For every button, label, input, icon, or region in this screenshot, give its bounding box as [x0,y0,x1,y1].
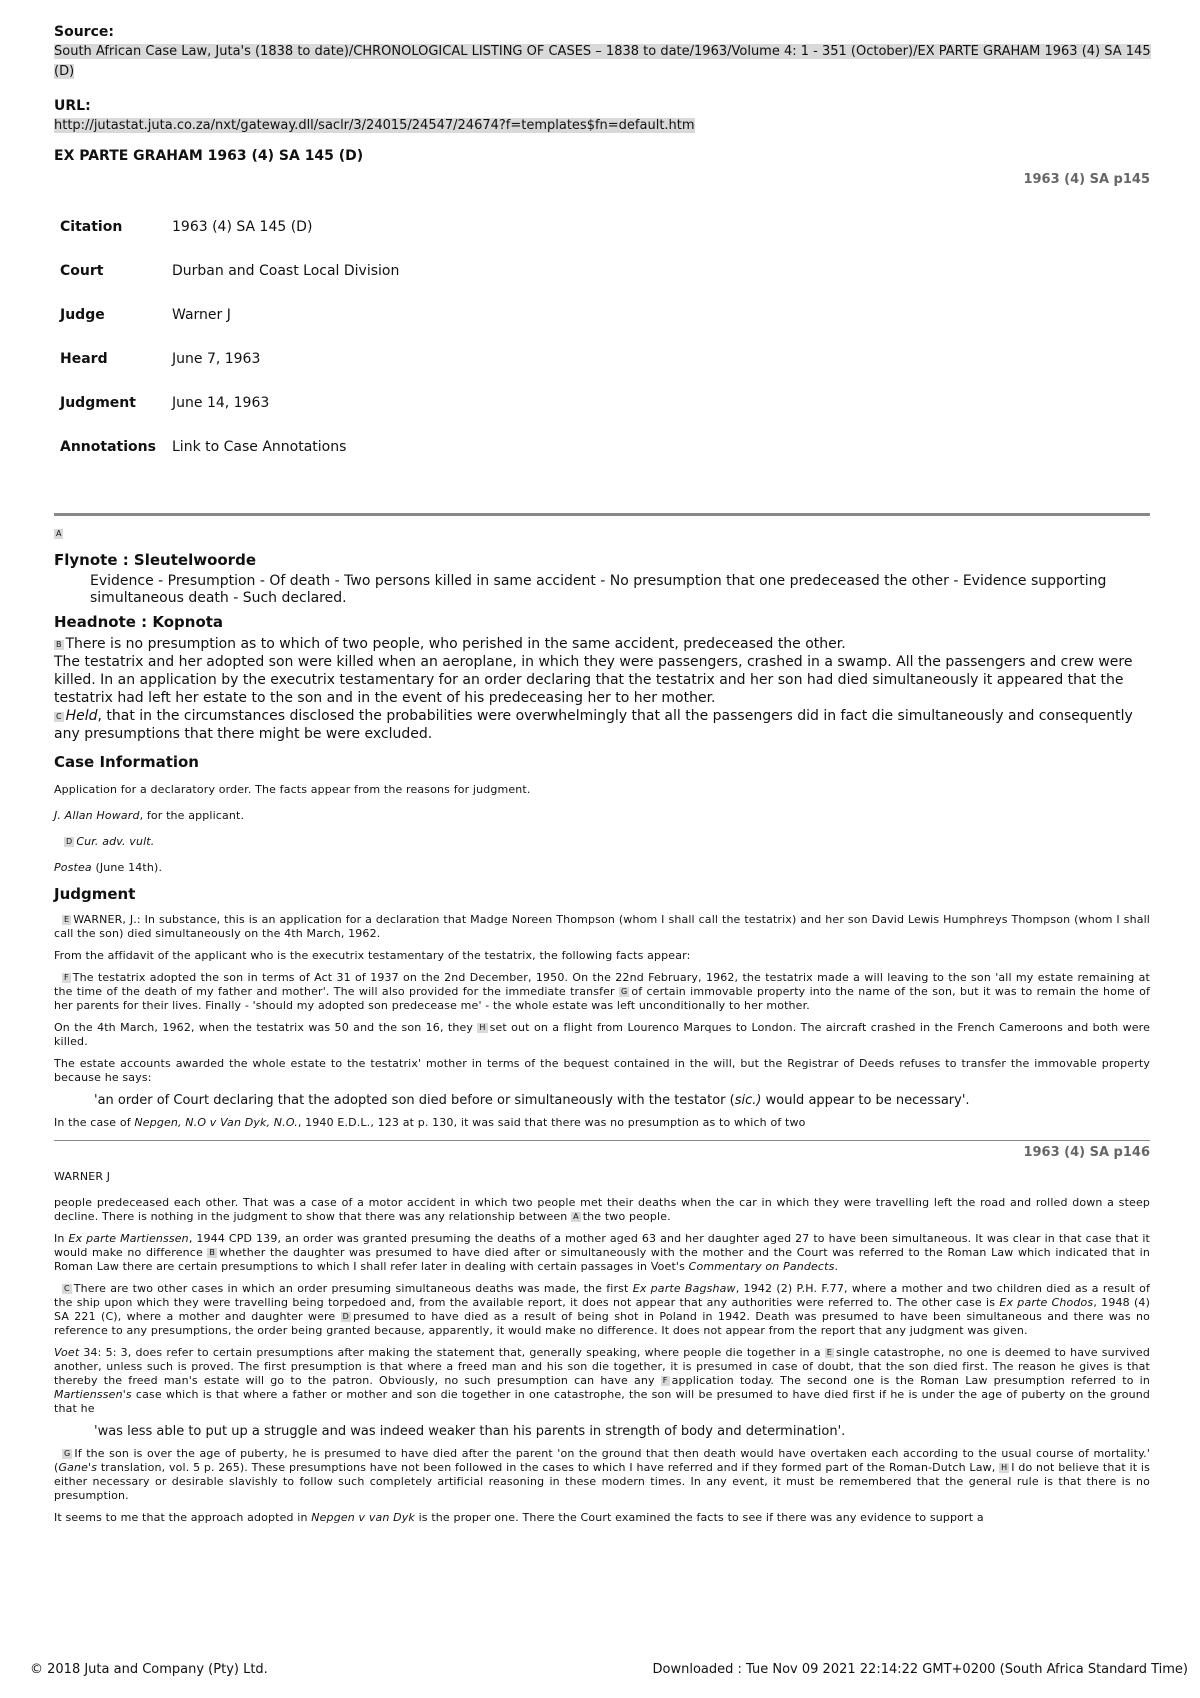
judgment-text: I do not believe that it is either necessary or desirable slavishly to follow such completely artificial reasoning in these modern times. In any event, it must be remembered that the general rule is that there is no presumption. [54,1461,1150,1502]
meta-value: June 7, 1963 [172,351,261,367]
margin-marker-c: C [64,1284,70,1293]
author-citation: Voet [54,1346,80,1359]
margin-marker-h: H [479,1023,486,1032]
meta-key: Heard [60,351,108,367]
cur-adv-vult: Cur. adv. vult. [76,835,155,848]
margin-marker-f: F [64,973,69,982]
footer-copyright: © 2018 Juta and Company (Pty) Ltd. [30,1662,268,1677]
url-label: URL: [54,98,91,114]
running-header-judge: WARNER J [54,1170,111,1183]
judgment-text: set out on a flight from Lourenco Marques to London. The aircraft crashed in the French Cameroons and both were killed. [54,1021,1150,1048]
meta-row-citation [60,205,399,249]
judgment-text: of certain immovable property into the name of the son, but it was to remain the home of her parents for their lives. Finally - 'should my adopted son predecease me' - the whole estate was left unconditionally to her mother. [54,985,1150,1012]
case-metadata-table [60,205,399,469]
judgment-text: , 1942 (2) P.H. F.77, where a mother and two children died as a result of the ship upon which they were travelling being torpedoed and, from the available report, it does not appear that any authorities were referred to. The other case is [54,1282,1151,1309]
judgment-text: case which is that where a father or mother and son die together in one catastrophe, the son will be presumed to have died first if he is under the age of puberty on the ground that he [54,1388,1150,1415]
judgment-text: 34: 5: 3, does refer to certain presumptions after making the statement that, generally speaking, where people die together in a [79,1346,825,1359]
judgment-paragraph [54,1282,1150,1338]
margin-marker-a: A [573,1212,579,1221]
judgment-text: application today. The second one is the Roman Law presumption referred to in [671,1374,1150,1387]
judgment-paragraph [54,1346,1150,1416]
margin-marker-g: G [64,1449,71,1458]
source-label: Source: [54,24,114,40]
judgment-text: , 1940 E.D.L., 123 at p. 130, it was said that there was no presumption as to which of two [297,1116,806,1129]
counsel-name: J. Allan Howard [54,809,140,822]
judgment-paragraph: The estate accounts awarded the whole estate to the testatrix' mother in terms of the bequest contained in the will, but the Registrar of Deeds refuses to transfer the immovable property because he says: [54,1057,1150,1084]
judgment-text: , 1944 CPD 139, an order was granted presuming the deaths of a mother aged 63 and her daughter aged 27 to have been simultaneous. It was clear in that case that it would make no difference [54,1232,1150,1259]
judgment-text: In [54,1232,69,1245]
page-reference-145: 1963 (4) SA p145 [1023,172,1150,187]
margin-marker-d: D [66,837,73,846]
meta-value: June 14, 1963 [172,395,270,411]
case-citation: Nepgen, N.O v Van Dyk, N.O. [134,1116,298,1129]
judgment-paragraph [54,1511,1150,1525]
url-link[interactable]: http://jutastat.juta.co.za/nxt/gateway.dll/saclr/3/24015/24547/24674?f=templates$fn=default.htm [54,118,695,133]
document-page [54,24,1150,1533]
margin-marker-d: D [342,1312,349,1321]
case-info-paragraph [64,835,1150,849]
case-info-paragraph [54,861,1150,875]
meta-key: Judge [60,307,105,323]
section-divider [54,513,1150,516]
sic-text: sic.) [734,1093,762,1108]
judgment-text: It seems to me that the approach adopted in [54,1511,312,1524]
headnote-paragraph [54,635,1150,653]
case-info-text: , for the applicant. [139,809,245,822]
judgment-text: single catastrophe, no one is deemed to have survived another, unless such is proved. The first presumption is that where a freed man and his son die together, it is presumed in case of doubt, that the son died first. The reason he gives is that thereby the freed man's estate will go to the patron. Obviously, no such presumption can have any [54,1346,1150,1387]
quote-text: 'an order of Court declaring that the adopted son died before or simultaneously with the testator ( [94,1093,735,1108]
judgment-paragraph [54,913,1150,941]
judgment-text: . [834,1260,839,1273]
margin-marker-c: C [56,712,62,721]
judgment-text: There are two other cases in which an order presuming simultaneous deaths was made, the first [73,1282,633,1295]
judgment-text: WARNER, J.: In substance, this is an application for a declaration that Madge Noreen Thompson (whom I shall call the testatrix) and her son David Lewis Humphreys Thompson (whom I shall call the son) died simultaneously on the 4th March, 1962. [54,913,1150,940]
meta-row-court [60,249,399,293]
judgment-text: the two people. [582,1210,671,1223]
meta-key: Citation [60,219,123,235]
headnote-heading: Headnote : Kopnota [54,613,224,631]
meta-key: Annotations [60,439,156,455]
case-info-heading: Case Information [54,753,199,771]
judgment-text: In the case of [54,1116,135,1129]
footer-download-stamp: Downloaded : Tue Nov 09 2021 22:14:22 GMT+0200 (South Africa Standard Time) [652,1662,1188,1677]
judgment-paragraph [54,1447,1150,1503]
author-citation: Gane's [58,1461,98,1474]
judgment-text: translation, vol. 5 p. 265). These presumptions have not been followed in the cases to which I have referred and if they formed part of the Roman-Dutch Law, [97,1461,1000,1474]
source-text[interactable]: South African Case Law, Juta's (1838 to date)/CHRONOLOGICAL LISTING OF CASES – 1838 to date/1963/Volume 4: 1 - 351 (October)/EX PARTE GRAHAM 1963 (4) SA 145 (D) [54,44,1151,79]
judgment-paragraph [54,971,1150,1013]
block-quote [94,1093,1150,1108]
judgment-text: On the 4th March, 1962, when the testatrix was 50 and the son 16, they [54,1021,478,1034]
judgment-text: presumed to have died as a result of being shot in Poland in 1942. Death was presumed to have been simultaneous and there was no reference to any presumptions, the order being granted because, apparently, it would make no difference. It does not appear from the report that any judgment was given. [54,1310,1150,1337]
postea-text: Postea [54,861,92,874]
case-citation: Ex parte Bagshaw [632,1282,736,1295]
judgment-text: , 1948 (4) SA 221 (C), where a mother and daughter were [54,1296,1151,1323]
case-info-paragraph: Application for a declaratory order. The facts appear from the reasons for judgment. [54,783,531,796]
meta-row-judgment [60,381,399,425]
judgment-paragraph: From the affidavit of the applicant who is the executrix testamentary of the testatrix, the following facts appear: [54,949,691,962]
case-citation: Ex parte Martienssen [68,1232,189,1245]
margin-marker-e: E [826,1348,833,1357]
judgment-text: The testatrix adopted the son in terms of Act 31 of 1937 on the 2nd December, 1950. On the 22nd February, 1962, the testatrix made a will leaving to the son 'all my estate remaining at the time of the death of my father and mother'. The will also provided for the immediate transfer [54,971,1150,998]
judgment-text: people predeceased each other. That was a case of a motor accident in which two people met their deaths when the car in which they were travelling left the road and rolled down a steep decline. There is nothing in the judgment to show that there was any relationship between [54,1196,1150,1223]
judgment-paragraph [54,1196,1150,1224]
flynote-text: Evidence - Presumption - Of death - Two persons killed in same accident - No presumption that one predeceased the other - Evidence supporting simultaneous death - Such declared. [90,573,1107,606]
case-citation: Nepgen v van Dyk [311,1511,415,1524]
judgment-text: is the proper one. There the Court examined the facts to see if there was any evidence to support a [414,1511,984,1524]
case-annotations-link[interactable]: Link to Case Annotations [172,439,347,455]
headnote-text: There is no presumption as to which of two people, who perished in the same accident, predeceased the other. [65,636,846,652]
margin-marker-f: F [662,1376,668,1385]
judgment-paragraph [54,1021,1150,1049]
judgment-paragraph [54,1232,1150,1274]
case-citation: Martienssen's [54,1388,132,1401]
judgment-text: whether the daughter was presumed to have died after or simultaneously with the mother and the Court was referred to the Roman Law which indicated that in Roman Law there are certain presumptions to which I shall refer later in dealing with certain passages in Voet's [54,1246,1150,1273]
book-title: Commentary on Pandects [688,1260,835,1273]
margin-marker-g: G [620,987,628,996]
meta-row-heard [60,337,399,381]
case-citation: Ex parte Chodos [999,1296,1094,1309]
margin-marker-e: E [64,915,70,924]
margin-marker-b: B [56,640,62,649]
meta-value: Warner J [172,307,231,323]
headnote-text: , that in the circumstances disclosed the probabilities were overwhelmingly that all the passengers did in fact die simultaneously and consequently any presumptions that there might be were excluded. [54,708,1133,742]
page-divider [54,1140,1150,1141]
judgment-heading: Judgment [54,885,136,903]
case-info-text: (June 14th). [91,861,163,874]
meta-value: Durban and Coast Local Division [172,263,400,279]
case-info-paragraph [54,809,1150,823]
quote-text: would appear to be necessary'. [761,1093,970,1108]
meta-row-annotations [60,425,399,469]
meta-key: Court [60,263,104,279]
margin-marker-h: H [1001,1463,1008,1472]
case-title: EX PARTE GRAHAM 1963 (4) SA 145 (D) [54,148,364,164]
meta-key: Judgment [60,395,136,411]
margin-marker-b: B [209,1248,216,1257]
judgment-text: If the son is over the age of puberty, he is presumed to have died after the parent 'on the ground that then death would have overtaken each according to the usual course of mortality.' ( [54,1447,1150,1474]
margin-marker-a: A [56,529,62,538]
flynote-heading: Flynote : Sleutelwoorde [54,551,256,569]
held-text: Held [65,708,98,724]
page-reference-146: 1963 (4) SA p146 [1023,1145,1150,1160]
block-quote: 'was less able to put up a struggle and was indeed weaker than his parents in strength of body and determination'. [94,1424,846,1439]
judgment-paragraph [54,1116,1150,1130]
meta-value: 1963 (4) SA 145 (D) [172,219,313,235]
meta-row-judge [60,293,399,337]
headnote-paragraph [54,707,1150,743]
headnote-paragraph: The testatrix and her adopted son were killed when an aeroplane, in which they were passengers, crashed in a swamp. All the passengers and crew were killed. In an application by the executrix testamentary for an order declaring that the testatrix and her son had died simultaneously it appeared that the testatrix had left her estate to the son and in the event of his predeceasing her to her mother. [54,654,1133,706]
